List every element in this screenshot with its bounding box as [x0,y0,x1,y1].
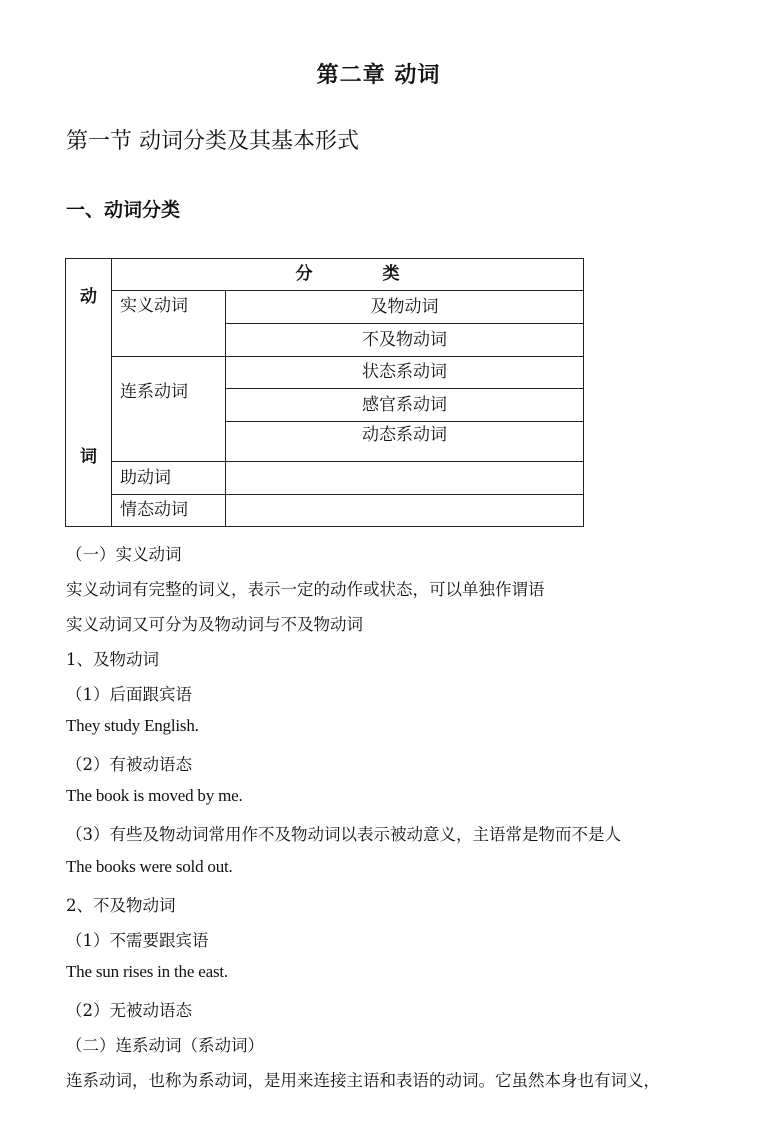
chapter-title: 第二章 动词 [316,63,441,88]
subtype-state-linking: 状态系动词 [226,357,584,389]
subtype-empty-2 [226,495,584,527]
header-right: 类 [382,264,400,284]
side-label-top: 动 [80,287,97,307]
category-notional: 实义动词 [112,291,226,357]
subtype-dynamic-linking: 动态系动词 [226,422,584,462]
section-title: 第一节 动词分类及其基本形式 [66,129,359,154]
paragraph: 实义动词又可分为及物动词与不及物动词 [66,615,363,634]
category-auxiliary: 助动词 [112,462,226,495]
heading-notional-verbs: （一）实义动词 [66,545,182,564]
example-sentence: The sun rises in the east. [66,962,228,981]
paragraph: 实义动词有完整的词义，表示一定的动作或状态，可以单独作谓语 [66,580,545,599]
heading-intransitive: 2、不及物动词 [66,896,176,915]
heading-linking-verbs: （二）连系动词（系动词） [66,1036,264,1055]
list-item: （1）不需要跟宾语 [66,931,209,950]
subtype-intransitive: 不及物动词 [226,324,584,357]
list-item: （3）有些及物动词常用作不及物动词以表示被动意义，主语常是物而不是人 [66,825,621,844]
table-side-label [66,259,112,527]
list-item: （2）有被动语态 [66,755,192,774]
category-linking: 连系动词 [112,357,226,462]
list-item: （1）后面跟宾语 [66,685,192,704]
example-sentence: The book is moved by me. [66,786,243,805]
subsection-title: 一、动词分类 [66,199,181,221]
subtype-transitive: 及物动词 [226,291,584,324]
subtype-sense-linking: 感官系动词 [226,389,584,422]
category-modal: 情态动词 [112,495,226,527]
table-header [112,259,584,291]
example-sentence: The books were sold out. [66,857,233,876]
list-item: （2）无被动语态 [66,1001,192,1020]
paragraph: 连系动词，也称为系动词，是用来连接主语和表语的动词。它虽然本身也有词义， [66,1071,660,1090]
subtype-empty-1 [226,462,584,495]
example-sentence: They study English. [66,716,199,735]
verb-classification-table [65,258,584,527]
header-left: 分 [295,264,313,284]
heading-transitive: 1、及物动词 [66,650,159,669]
side-label-bottom: 词 [80,447,97,467]
